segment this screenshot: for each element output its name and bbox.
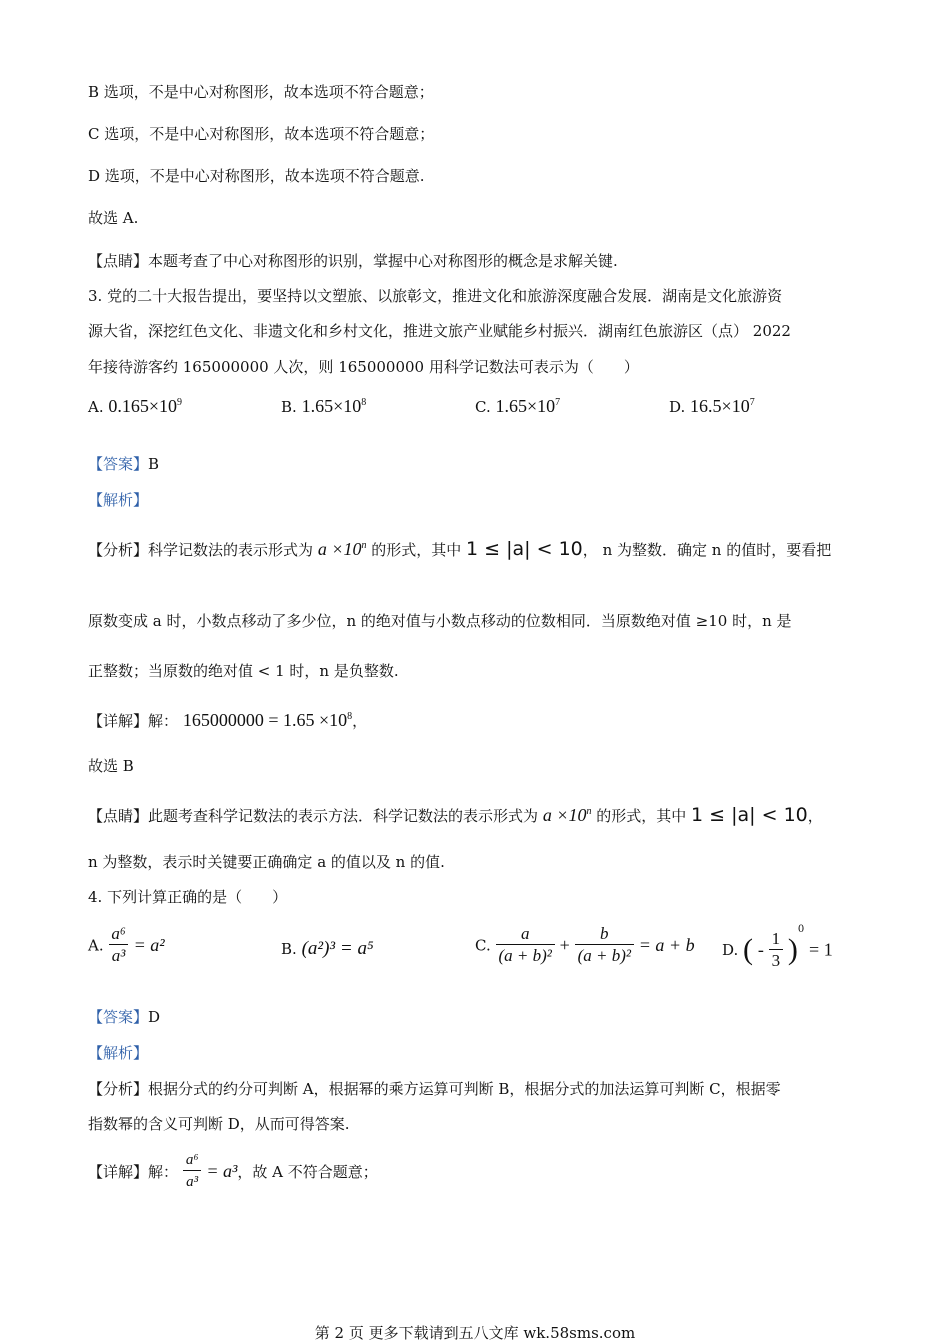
q3-stem-line-2: 源大省，深挖红色文化、非遗文化和乡村文化，推进文旅产业赋能乡村振兴．湖南红色旅游区（点） 2022 xyxy=(88,322,791,340)
c-option-line: C 选项，不是中心对称图形，故本选项不符合题意； xyxy=(88,125,435,143)
numerator: a⁶ xyxy=(111,924,126,943)
rhs: = 1 xyxy=(809,939,833,960)
coef: 16.5 xyxy=(690,396,722,416)
answer-value: B xyxy=(148,455,160,473)
xiangjie-text: 解： xyxy=(148,1163,179,1181)
left-paren: ( xyxy=(743,933,754,966)
denominator: (a + b)² xyxy=(575,944,634,967)
q3-fenxi-line-3: 正整数；当原数的绝对值 < 1 时，n 是负整数. xyxy=(88,662,399,680)
xiangjie-end: ，故 A 不符合题意； xyxy=(237,1163,378,1181)
times: ×10 xyxy=(148,396,178,416)
q3-option-d xyxy=(669,396,755,417)
fenxi-text: 的形式，其中 xyxy=(371,541,462,559)
q4-option-c xyxy=(475,924,695,967)
fraction xyxy=(496,924,555,967)
option-math xyxy=(108,396,182,416)
coef: 1.65 xyxy=(301,396,334,416)
exp: 7 xyxy=(555,397,561,408)
q3-jiexi-tag: 【解析】 xyxy=(88,491,149,509)
q4-answer xyxy=(88,1006,160,1028)
q3-option-c xyxy=(475,396,560,417)
option-label: D. xyxy=(722,941,739,959)
xiangjie-end: ， xyxy=(352,712,368,730)
numerator: a xyxy=(520,924,530,943)
range-expr: 1 ≤ |a| < 10 xyxy=(691,804,808,826)
rhs: = a + b xyxy=(638,935,695,955)
math-exp: 8 xyxy=(347,711,353,722)
fraction xyxy=(108,924,128,967)
numerator: 1 xyxy=(771,928,781,948)
q3-fenxi-line-2: 原数变成 a 时，小数点移动了多少位，n 的绝对值与小数点移动的位数相同．当原数绝对值 ≥10 时，n 是 xyxy=(88,612,792,630)
minus-sign: - xyxy=(757,939,764,960)
fenxi-tag: 【分析】 xyxy=(88,541,149,559)
times: ×10 xyxy=(527,396,556,416)
option-math: (a²)³ = a⁵ xyxy=(301,938,374,959)
q4-fenxi-line-2: 指数幂的含义可判断 D，从而可得答案. xyxy=(88,1115,350,1133)
range-expr: 1 ≤ |a| < 10 xyxy=(466,538,583,560)
q3-stem-line-3: 年接待游客约 165000000 人次，则 165000000 用科学记数法可表示为（ ） xyxy=(88,358,639,376)
numerator: a⁶ xyxy=(185,1152,199,1168)
q3-stem-line-1: 3. 党的二十大报告提出，要坚持以文塑旅、以旅彰文，推进文化和旅游深度融合发展．湖南是文化旅游资 xyxy=(88,287,783,305)
answer-tag: 【答案】 xyxy=(88,1008,149,1026)
sci-form xyxy=(543,805,592,825)
q4-fenxi-line-1 xyxy=(88,1078,781,1100)
q3-fenxi-line-1 xyxy=(88,535,831,561)
option-label: B. xyxy=(281,398,297,416)
d-option-line: D 选项，不是中心对称图形，故本选项不符合题意. xyxy=(88,167,425,185)
q3-xiangjie xyxy=(88,706,367,732)
q3-option-b xyxy=(281,396,366,417)
form-base: a ×10 xyxy=(542,805,587,825)
q3-dianjing-line-2: n 为整数，表示时关键要正确确定 a 的值以及 n 的值. xyxy=(88,853,445,871)
option-label: D. xyxy=(669,398,686,416)
option-label: C. xyxy=(475,398,491,416)
choose-a-line: 故选 A. xyxy=(88,209,139,227)
dianjing-text: 本题考查了中心对称图形的识别，掌握中心对称图形的概念是求解关键. xyxy=(148,252,618,270)
rhs: = a² xyxy=(133,935,165,955)
form-exp: n xyxy=(586,806,592,817)
fraction xyxy=(575,924,634,967)
dianjing-q2 xyxy=(88,250,618,272)
form-base: a ×10 xyxy=(317,539,362,559)
plus: + xyxy=(559,935,570,955)
fenxi-text: n 为整数．确定 n 的值时，要看把 xyxy=(602,541,832,559)
coef: 1.65 xyxy=(495,396,527,416)
numerator: b xyxy=(600,924,609,943)
coef: 0.165 xyxy=(108,396,149,416)
q3-dianjing-line-1 xyxy=(88,801,823,827)
q4-stem: 4. 下列计算正确的是（ ） xyxy=(88,888,288,906)
q3-option-a xyxy=(88,396,182,417)
denominator: 3 xyxy=(769,949,784,972)
fenxi-tag: 【分析】 xyxy=(88,1080,149,1098)
exp: 7 xyxy=(749,397,755,408)
dianjing-text: 的形式，其中 xyxy=(596,807,687,825)
fenxi-text: 根据分式的约分可判断 A，根据幂的乘方运算可判断 B，根据分式的加法运算可判断 C，根据零 xyxy=(148,1080,781,1098)
fraction xyxy=(769,929,784,972)
q3-choose: 故选 B xyxy=(88,757,134,775)
q3-answer xyxy=(88,453,159,475)
page-footer: 第 2 页 更多下载请到五八文库 wk.58sms.com xyxy=(314,1324,636,1342)
right-paren: ) xyxy=(787,933,798,966)
answer-value: D xyxy=(148,1008,161,1026)
exp: 9 xyxy=(177,397,183,408)
q4-option-a xyxy=(88,924,165,967)
option-math xyxy=(690,396,755,416)
rhs: = a³ xyxy=(206,1161,238,1181)
times: ×10 xyxy=(333,396,362,416)
b-option-line: B 选项，不是中心对称图形，故本选项不符合题意； xyxy=(88,83,434,101)
denominator: (a + b)² xyxy=(496,944,555,967)
q4-xiangjie xyxy=(88,1150,378,1193)
exponent: 0 xyxy=(797,924,805,935)
option-label: C. xyxy=(475,936,491,955)
denominator: a³ xyxy=(109,944,129,967)
option-math xyxy=(302,396,367,416)
xiangjie-math xyxy=(183,710,352,730)
option-math xyxy=(496,396,561,416)
q4-option-b xyxy=(281,938,374,960)
answer-tag: 【答案】 xyxy=(88,455,149,473)
xiangjie-tag: 【详解】 xyxy=(88,712,149,730)
fraction xyxy=(183,1150,202,1193)
q4-jiexi-tag: 【解析】 xyxy=(88,1044,149,1062)
denominator: a³ xyxy=(183,1170,201,1193)
q4-option-d xyxy=(722,924,833,972)
fenxi-text: 科学记数法的表示形式为 xyxy=(148,541,314,559)
dianjing-text: 此题考查科学记数法的表示方法．科学记数法的表示形式为 xyxy=(148,807,539,825)
xiangjie-tag: 【详解】 xyxy=(88,1163,149,1181)
sci-form xyxy=(318,539,367,559)
option-label: A. xyxy=(88,936,104,955)
dianjing-tag: 【点睛】 xyxy=(88,252,149,270)
option-label: A. xyxy=(88,398,104,416)
form-exp: n xyxy=(361,540,367,551)
dianjing-tag: 【点睛】 xyxy=(88,807,149,825)
xiangjie-text: 解： xyxy=(148,712,179,730)
times: ×10 xyxy=(721,396,750,416)
math-base: 165000000 = 1.65 ×10 xyxy=(182,710,348,730)
exp: 8 xyxy=(361,397,367,408)
fenxi-text: ， xyxy=(582,541,598,559)
dianjing-text: ， xyxy=(807,807,823,825)
option-label: B. xyxy=(281,940,297,958)
